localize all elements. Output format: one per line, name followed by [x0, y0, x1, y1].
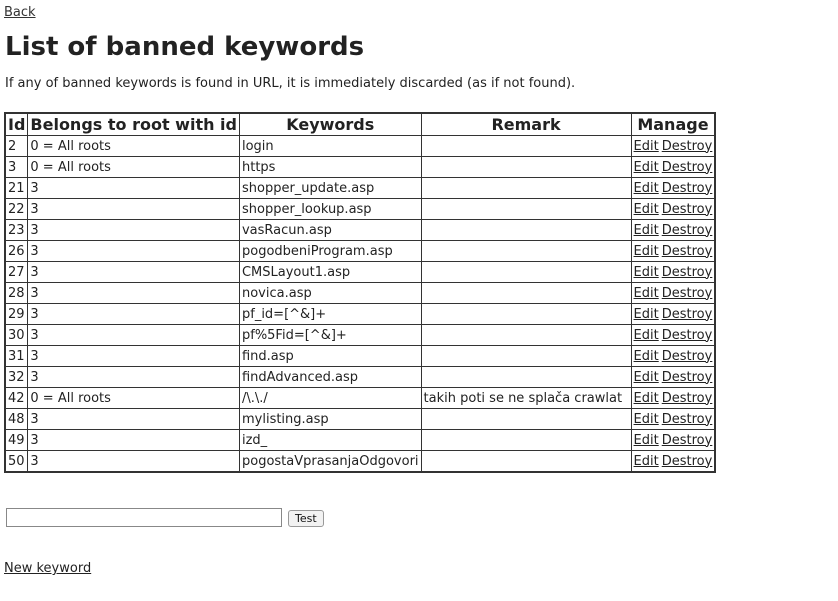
cell-manage	[631, 430, 715, 451]
back-link[interactable]: Back	[4, 5, 36, 20]
destroy-link[interactable]: Destroy	[661, 390, 713, 406]
destroy-link[interactable]: Destroy	[661, 222, 713, 238]
cell-remark	[421, 367, 631, 388]
cell-id: 2	[5, 136, 28, 157]
header-root: Belongs to root with id	[28, 113, 240, 136]
table-row	[5, 220, 715, 241]
cell-remark	[421, 199, 631, 220]
cell-keyword: CMSLayout1.asp	[239, 262, 421, 283]
table-row	[5, 262, 715, 283]
cell-remark	[421, 346, 631, 367]
cell-remark	[421, 157, 631, 178]
cell-remark	[421, 430, 631, 451]
cell-id: 50	[5, 451, 28, 473]
table-row	[5, 430, 715, 451]
cell-manage	[631, 157, 715, 178]
cell-manage	[631, 304, 715, 325]
cell-manage	[631, 136, 715, 157]
cell-root: 3	[28, 241, 240, 262]
cell-id: 27	[5, 262, 28, 283]
edit-link[interactable]: Edit	[633, 411, 659, 427]
cell-manage	[631, 199, 715, 220]
cell-id: 3	[5, 157, 28, 178]
table-row	[5, 451, 715, 473]
cell-manage	[631, 346, 715, 367]
cell-remark	[421, 304, 631, 325]
cell-root: 3	[28, 430, 240, 451]
cell-manage	[631, 178, 715, 199]
edit-link[interactable]: Edit	[633, 285, 659, 301]
cell-manage	[631, 220, 715, 241]
cell-keyword: pogostaVprasanjaOdgovori	[239, 451, 421, 473]
edit-link[interactable]: Edit	[633, 348, 659, 364]
edit-link[interactable]: Edit	[633, 453, 659, 469]
cell-root: 0 = All roots	[28, 136, 240, 157]
cell-remark: takih poti se ne splača crawlat	[421, 388, 631, 409]
cell-root: 3	[28, 220, 240, 241]
cell-remark	[421, 220, 631, 241]
cell-id: 22	[5, 199, 28, 220]
cell-manage	[631, 325, 715, 346]
table-row	[5, 241, 715, 262]
table-header-row	[5, 113, 715, 136]
page-title: List of banned keywords	[5, 32, 365, 62]
cell-id: 29	[5, 304, 28, 325]
table-row	[5, 346, 715, 367]
edit-link[interactable]: Edit	[633, 306, 659, 322]
cell-root: 3	[28, 451, 240, 473]
cell-manage	[631, 241, 715, 262]
cell-keyword: vasRacun.asp	[239, 220, 421, 241]
edit-link[interactable]: Edit	[633, 138, 659, 154]
destroy-link[interactable]: Destroy	[661, 264, 713, 280]
destroy-link[interactable]: Destroy	[661, 348, 713, 364]
table-body	[5, 136, 715, 473]
destroy-link[interactable]: Destroy	[661, 285, 713, 301]
edit-link[interactable]: Edit	[633, 432, 659, 448]
cell-keyword: find.asp	[239, 346, 421, 367]
header-keywords: Keywords	[239, 113, 421, 136]
cell-manage	[631, 388, 715, 409]
banned-keywords-table	[4, 112, 716, 473]
cell-keyword: https	[239, 157, 421, 178]
cell-root: 0 = All roots	[28, 157, 240, 178]
destroy-link[interactable]: Destroy	[661, 306, 713, 322]
destroy-link[interactable]: Destroy	[661, 159, 713, 175]
cell-root: 3	[28, 178, 240, 199]
cell-root: 3	[28, 325, 240, 346]
edit-link[interactable]: Edit	[633, 264, 659, 280]
table-row	[5, 325, 715, 346]
test-button[interactable]: Test	[288, 510, 324, 527]
cell-root: 0 = All roots	[28, 388, 240, 409]
table-row	[5, 367, 715, 388]
cell-keyword: login	[239, 136, 421, 157]
cell-remark	[421, 178, 631, 199]
table-row	[5, 199, 715, 220]
destroy-link[interactable]: Destroy	[661, 201, 713, 217]
table-row	[5, 157, 715, 178]
cell-manage	[631, 367, 715, 388]
destroy-link[interactable]: Destroy	[661, 411, 713, 427]
cell-id: 21	[5, 178, 28, 199]
cell-remark	[421, 325, 631, 346]
cell-keyword: mylisting.asp	[239, 409, 421, 430]
header-remark: Remark	[421, 113, 631, 136]
edit-link[interactable]: Edit	[633, 180, 659, 196]
table-row	[5, 178, 715, 199]
cell-keyword: pogodbeniProgram.asp	[239, 241, 421, 262]
cell-root: 3	[28, 346, 240, 367]
edit-link[interactable]: Edit	[633, 243, 659, 259]
cell-id: 31	[5, 346, 28, 367]
cell-id: 42	[5, 388, 28, 409]
test-url-input[interactable]	[6, 508, 282, 527]
header-id: Id	[5, 113, 28, 136]
cell-root: 3	[28, 262, 240, 283]
table-row	[5, 409, 715, 430]
cell-id: 49	[5, 430, 28, 451]
cell-id: 26	[5, 241, 28, 262]
destroy-link[interactable]: Destroy	[661, 138, 713, 154]
cell-root: 3	[28, 409, 240, 430]
destroy-link[interactable]: Destroy	[661, 453, 713, 469]
cell-remark	[421, 241, 631, 262]
table-row	[5, 136, 715, 157]
cell-remark	[421, 262, 631, 283]
cell-root: 3	[28, 367, 240, 388]
cell-keyword: pf%5Fid=[^&]+	[239, 325, 421, 346]
cell-keyword: findAdvanced.asp	[239, 367, 421, 388]
cell-root: 3	[28, 283, 240, 304]
cell-root: 3	[28, 199, 240, 220]
cell-manage	[631, 409, 715, 430]
table-row	[5, 304, 715, 325]
cell-keyword: novica.asp	[239, 283, 421, 304]
cell-manage	[631, 262, 715, 283]
table-row	[5, 283, 715, 304]
edit-link[interactable]: Edit	[633, 222, 659, 238]
cell-keyword: pf_id=[^&]+	[239, 304, 421, 325]
destroy-link[interactable]: Destroy	[661, 243, 713, 259]
page-description: If any of banned keywords is found in URL, it is immediately discarded (as if not found).	[5, 76, 576, 91]
edit-link[interactable]: Edit	[633, 159, 659, 175]
destroy-link[interactable]: Destroy	[661, 432, 713, 448]
cell-remark	[421, 451, 631, 473]
cell-remark	[421, 283, 631, 304]
header-manage: Manage	[631, 113, 715, 136]
cell-id: 23	[5, 220, 28, 241]
cell-manage	[631, 283, 715, 304]
new-keyword-link[interactable]: New keyword	[4, 561, 92, 576]
edit-link[interactable]: Edit	[633, 327, 659, 343]
cell-keyword: shopper_update.asp	[239, 178, 421, 199]
cell-id: 32	[5, 367, 28, 388]
edit-link[interactable]: Edit	[633, 201, 659, 217]
edit-link[interactable]: Edit	[633, 369, 659, 385]
destroy-link[interactable]: Destroy	[661, 327, 713, 343]
cell-id: 48	[5, 409, 28, 430]
cell-id: 30	[5, 325, 28, 346]
destroy-link[interactable]: Destroy	[661, 369, 713, 385]
cell-keyword: shopper_lookup.asp	[239, 199, 421, 220]
edit-link[interactable]: Edit	[633, 390, 659, 406]
table-row	[5, 388, 715, 409]
cell-remark	[421, 136, 631, 157]
cell-keyword: izd_	[239, 430, 421, 451]
cell-id: 28	[5, 283, 28, 304]
cell-manage	[631, 451, 715, 473]
cell-remark	[421, 409, 631, 430]
cell-keyword: /\.\./	[239, 388, 421, 409]
cell-root: 3	[28, 304, 240, 325]
destroy-link[interactable]: Destroy	[661, 180, 713, 196]
